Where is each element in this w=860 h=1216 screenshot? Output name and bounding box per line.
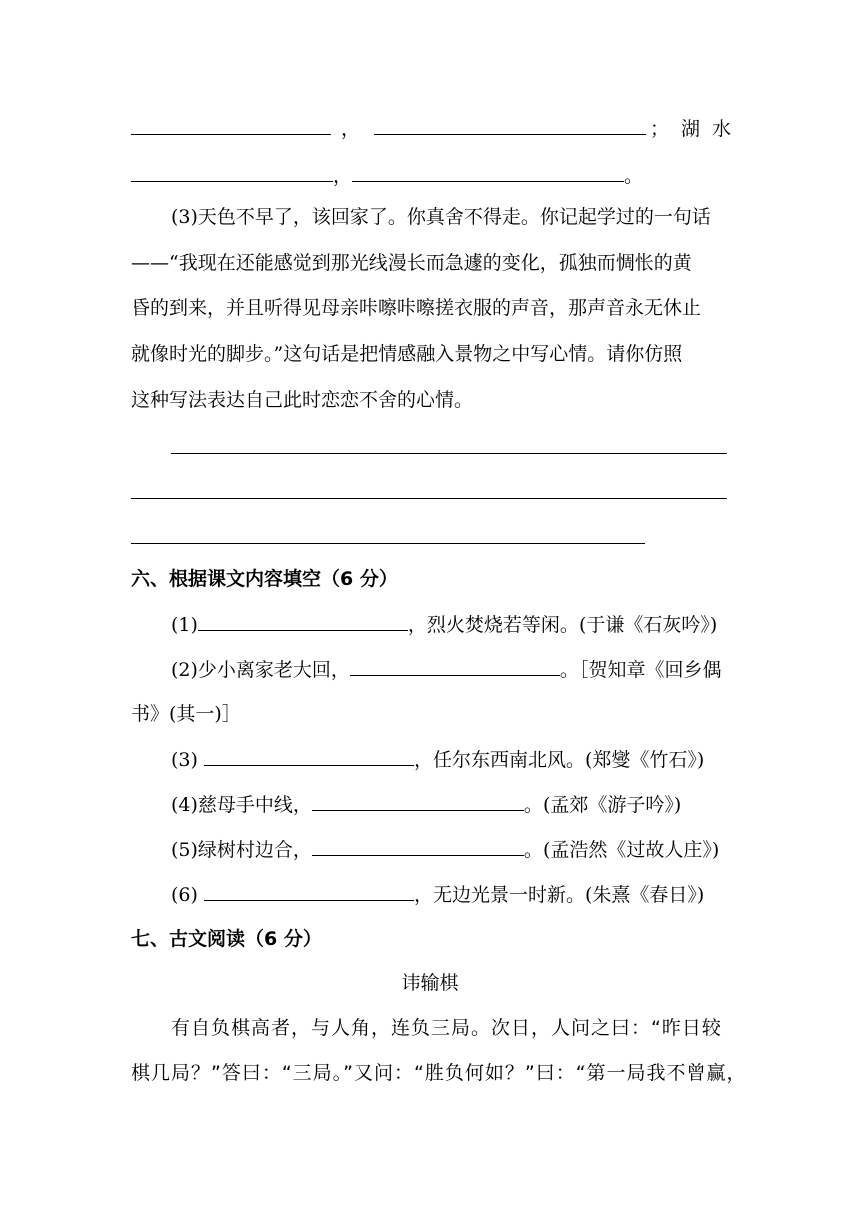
fill-item-6 — [171, 880, 704, 909]
fill-item-5 — [171, 835, 719, 864]
poem-line: ，任尔东西南北风。 — [413, 749, 585, 771]
period: 。 — [624, 165, 644, 187]
fill-item-4 — [171, 790, 681, 819]
poem-source: (于谦《石灰吟》) — [578, 614, 718, 636]
answer-line[interactable] — [131, 543, 645, 544]
poem-line: ，无边光景一时新。 — [413, 884, 585, 906]
section-7-heading: 七、古文阅读（6 分） — [131, 928, 322, 950]
answer-line[interactable] — [131, 498, 727, 499]
q3-line: (3)天色不早了，该回家了。你真舍不得走。你记起学过的一句话 — [171, 206, 711, 228]
fill-item-2-cont — [131, 700, 241, 728]
item-number: (3) — [171, 749, 204, 771]
q3-line: ——“我现在还能感觉到那光线漫长而急遽的变化，孤独而惆怅的黄 — [131, 252, 692, 274]
q3-line: 这种写法表达自己此时恋恋不舍的心情。 — [131, 389, 474, 411]
q3-line: 就像时光的脚步。”这句话是把情感融入景物之中写心情。请你仿照 — [131, 343, 683, 365]
poem-source: ［贺知章《回乡偶 — [578, 659, 722, 681]
answer-blank[interactable] — [350, 655, 560, 676]
poem-source: (朱熹《春日》) — [584, 884, 705, 906]
item-number: (1) — [171, 614, 198, 636]
answer-blank[interactable] — [131, 161, 333, 182]
answer-blank[interactable] — [204, 880, 414, 901]
answer-blank[interactable] — [131, 114, 331, 135]
answer-blank[interactable] — [352, 161, 624, 182]
section-6-heading: 六、根据课文内容填空（6 分） — [131, 568, 398, 590]
fill-item-1 — [171, 610, 717, 639]
answer-line[interactable] — [171, 453, 727, 454]
q3-line: 昏的到来，并且听得见母亲咔嚓咔嚓搓衣服的声音，那声音永无休止 — [131, 297, 702, 319]
lake-label-a: 湖 — [681, 118, 701, 140]
poem-source: (郑燮《竹石》) — [584, 749, 705, 771]
comma: ， — [341, 118, 361, 140]
poem-line: (2)少小离家老大回， — [171, 659, 350, 681]
answer-blank[interactable] — [204, 745, 414, 766]
comma: ， — [333, 165, 353, 187]
fill-item-3 — [171, 745, 704, 774]
period: 。 — [523, 794, 543, 816]
fill-item-2 — [171, 655, 721, 684]
answer-blank[interactable] — [312, 835, 524, 856]
answer-blank[interactable] — [374, 114, 646, 135]
poem-line: (4)慈母手中线， — [171, 794, 312, 816]
fill-line-1 — [131, 114, 731, 143]
answer-blank[interactable] — [198, 610, 408, 631]
period: 。 — [559, 659, 579, 681]
poem-line: ，烈火焚烧若等闲。 — [407, 614, 579, 636]
passage-line: 有自负棋高者，与人角，连负三局。次日，人问之曰：“昨日较 — [171, 1017, 722, 1039]
poem-source: 书》(其一)］ — [131, 703, 241, 725]
period: 。 — [523, 839, 543, 861]
poem-line: (5)绿树村边合， — [171, 839, 312, 861]
passage-line: 棋几局？”答曰：“三局。”又问：“胜负何如？”曰：“第一局我不曾赢， — [131, 1062, 747, 1084]
passage-title: 讳输棋 — [401, 972, 459, 994]
semicolon: ； — [650, 118, 670, 140]
item-number: (6) — [171, 884, 204, 906]
lake-label-b: 水 — [712, 118, 732, 140]
poem-source: (孟郊《游子吟》) — [542, 794, 682, 816]
answer-blank[interactable] — [312, 790, 524, 811]
fill-line-2 — [131, 161, 643, 190]
poem-source: (孟浩然《过故人庄》) — [542, 839, 720, 861]
